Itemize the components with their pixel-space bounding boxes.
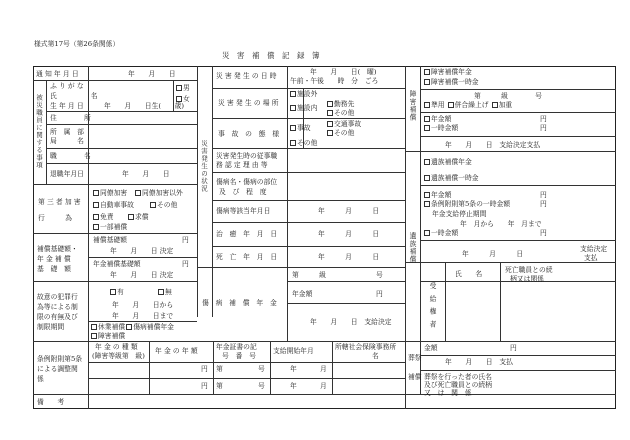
funeral-label-upper: 葬祭 [408, 354, 422, 362]
dis-lump-option[interactable]: 障害補償一時金 [424, 78, 479, 86]
recog-date-label: 傷病等該当年月日 [216, 207, 271, 215]
funeral-decide: 年 月 日 支払 [445, 358, 513, 366]
female-option[interactable]: 女 [176, 95, 190, 103]
annual-amount-yen: 円 [376, 290, 383, 298]
status-section-label: 災害発生の状況 [200, 140, 208, 193]
base-amount-yen: 円 [182, 236, 189, 244]
dis-lump-amt[interactable]: 一時金額 [424, 124, 458, 132]
surv-amt[interactable]: 年金額 [424, 191, 451, 199]
surv-lump-option[interactable]: 遺族補償一時金 [424, 174, 479, 182]
funeral-person-3: 又 は 関 係 [424, 389, 472, 397]
third-party-label: 第 三 者 加 害 [38, 198, 81, 206]
funeral-amount-label: 金額 [424, 344, 438, 352]
place-opt-other[interactable]: その他 [327, 109, 354, 117]
pension-base-yen: 円 [182, 260, 189, 268]
comp-base-label: 補償基礎額・ [37, 245, 78, 253]
surv-amt-yen: 円 [540, 191, 547, 199]
recipient-relation-label-2: 柄又は関係 [510, 275, 544, 283]
dept-label: 所 属 部 [50, 128, 84, 136]
crime-label-1: 故意の犯罪行 [37, 293, 78, 301]
art5-label-3: 係 [37, 375, 44, 383]
surv-art5-yen: 円 [540, 200, 547, 208]
birth-label: 生 年 月 日 [50, 102, 84, 110]
tp-option-3[interactable]: 自動車事故 [93, 201, 134, 209]
annual-amount-label: 年金額 [292, 290, 313, 298]
art5-label-2: による調整関 [37, 365, 78, 373]
tp-option-2[interactable]: 同僚加害以外 [135, 189, 183, 197]
dis-lump-yen: 円 [540, 124, 547, 132]
pay-decided: 年 月 日 支給決定 [310, 318, 392, 326]
row1-yen: 円 [201, 365, 208, 373]
surv-decide-2: 支給決定 [580, 245, 608, 253]
dis-opt-apply[interactable]: 準用 併合繰上げ 加重 [424, 101, 512, 109]
accident-opt-traffic[interactable]: 交通事故 [327, 120, 361, 128]
crime-no[interactable]: 無 [158, 288, 172, 296]
cert-no-label-2: 号 番 号 [222, 352, 256, 360]
dis-grade-label: 第 級 号 [474, 92, 542, 100]
crime-yes[interactable]: 有 [110, 288, 124, 296]
row2-yen: 円 [201, 382, 208, 390]
crime-label-3: 限の有無及び [37, 313, 78, 321]
injury-pension-label: 傷 病 補 償 年 金 [202, 299, 277, 307]
pension-type-label: 年 金 の 種 類 [95, 343, 138, 351]
surv-decide-3: 支払 [584, 254, 598, 262]
base-amount-decided: 年 月 日 決定 [110, 247, 174, 255]
recipient-label: 受給権者 [428, 282, 436, 334]
dept-label-2: 局 名 [50, 137, 84, 145]
remarks-label: 備 考 [37, 398, 65, 406]
crime-opt-disability[interactable]: 障害補償 [91, 332, 125, 340]
tp-option-4[interactable]: その他 [150, 201, 177, 209]
row1-dai: 第 [216, 365, 223, 373]
cure-date-value: 年 月 日 [318, 230, 380, 238]
cure-date-label: 治 癒 年 月 日 [216, 230, 278, 238]
pension-base-decided: 年 月 日 決定 [110, 271, 174, 279]
survivor-section-label: 遺族補償 [408, 232, 416, 264]
funeral-person-2: 及び死亡職員との続柄 [424, 381, 492, 389]
accident-type-label: 事 故 の 態 様 [218, 130, 280, 138]
grade-no: 号 [376, 271, 383, 279]
female-checkbox[interactable] [176, 96, 182, 102]
row2-month: 月 [320, 382, 327, 390]
disaster-datetime-label: 災 害 発 生 の 日 時 [216, 72, 277, 80]
row2-year: 年 [290, 382, 297, 390]
disability-section-label: 障害補償 [408, 90, 416, 122]
death-date-label: 死 亡 年 月 日 [216, 253, 278, 261]
recog-date-value: 年 月 日 [318, 207, 380, 215]
injured-section-label: 被災職員に関する事項 [35, 94, 43, 169]
crime-to: 年 月 日まで [112, 312, 174, 320]
funeral-person-1: 葬祭を行った者の氏名 [424, 373, 492, 381]
place-opt-inside[interactable]: 施設内 [290, 104, 317, 112]
office-label-2: 名 [372, 352, 379, 360]
base-amount-label: 補償基礎額 [93, 236, 127, 244]
address-label: 住 所 [50, 114, 91, 122]
place-opt-workplace[interactable]: 勤務先 [327, 100, 354, 108]
art5-label-1: 条例附則第5条 [37, 355, 83, 363]
birth-value: 年 月 日生( 歳) [104, 102, 185, 110]
pension-base-label: 年金補償基礎額 [93, 260, 141, 268]
page-title: 災 害 補 償 記 録 簿 [222, 51, 320, 60]
row2-go: 号 [258, 382, 265, 390]
start-date-label: 支給開始年月 [273, 347, 314, 355]
row1-month: 月 [320, 365, 327, 373]
tp-option-6[interactable]: 求償 [128, 213, 149, 221]
crime-label-2: 為等による制 [37, 303, 78, 311]
funeral-label-lower: 補償 [408, 373, 422, 381]
surv-lump-amt[interactable]: 一時金額 [424, 229, 458, 237]
funeral-amount-yen: 円 [510, 344, 517, 352]
cert-no-label: 年金証書の記 [216, 343, 257, 351]
crime-opt-leave[interactable]: 休業補償 傷病補償年金 [91, 323, 174, 331]
injury-label-1: 傷病名・傷病の部位 [216, 178, 278, 186]
surv-pension-option[interactable]: 遺族補償年金 [424, 158, 472, 166]
office-label: 所轄社会保険事務所 [335, 343, 397, 351]
injury-label-2: 及 び 程 度 [219, 188, 267, 196]
retire-date-value: 年 月 日 [122, 170, 170, 178]
surv-from-to: 年 月から 年 月まで [460, 220, 542, 228]
notice-date-value: 年 月 日 [128, 70, 176, 78]
comp-base-label-2: 年 金 補 償 [37, 255, 71, 263]
dis-pension-amt[interactable]: 年金額 [424, 115, 451, 123]
notice-date-label: 通 知 年 月 日 [36, 70, 79, 78]
tp-option-7[interactable]: 一部補償 [93, 223, 127, 231]
comp-base-label-3: 基 礎 額 [37, 265, 71, 273]
accident-opt-incident[interactable]: 事故 [290, 124, 311, 132]
disaster-datetime-value-2: 午前・午後 時 分 ごろ [290, 77, 379, 85]
name-label: 氏 名 [50, 92, 98, 100]
crime-label-4: 制限期間 [37, 323, 65, 331]
third-party-label-2: 行 為 [38, 214, 72, 222]
position-label: 職 名 [50, 152, 91, 160]
dis-pension-yen: 円 [540, 115, 547, 123]
retire-date-label: 退職年月日 [50, 170, 84, 178]
accident-opt-other-2[interactable]: その他 [290, 139, 317, 147]
pension-amount-label: 年 金 の 年 額 [155, 347, 198, 355]
male-option[interactable]: 男 [176, 84, 190, 92]
dis-pay-decide: 年 月 日 支給決定支払 [445, 141, 541, 149]
row1-year: 年 [290, 365, 297, 373]
surv-lump-yen: 円 [540, 229, 547, 237]
male-checkbox[interactable] [176, 85, 182, 91]
surv-period-label: 年金支給停止期間 [432, 210, 487, 218]
row1-go: 号 [258, 365, 265, 373]
duty-label-2: 務 認 定 理 由 等 [216, 161, 268, 169]
recipient-name-label: 氏 名 [455, 270, 483, 278]
tp-option-1[interactable]: 同僚加害 [93, 189, 127, 197]
surv-decide: 年 月 日 [462, 250, 524, 258]
accident-opt-other[interactable]: その他 [327, 129, 354, 137]
disaster-datetime-value: 年 月 日( 曜) [310, 68, 377, 76]
disaster-place-label: 災 害 発 生 の 場 所 [218, 99, 279, 107]
furigana-label: ふ り が な [50, 82, 84, 90]
surv-art5[interactable]: 条例附則第5条の一時金額 [424, 200, 510, 208]
grade-label: 第 級 [292, 271, 326, 279]
form-number: 様式第17号（第26条関係） [34, 40, 120, 48]
pension-type-grade: (障害等級第 級) [92, 352, 145, 360]
place-opt-outside[interactable]: 施設外 [290, 90, 317, 98]
duty-label-1: 災害発生時の従事職 [216, 152, 278, 160]
tp-option-5[interactable]: 免責 [93, 213, 114, 221]
recipient-relation-label: 死亡職員との続 [505, 266, 553, 274]
death-date-value: 年 月 日 [318, 253, 380, 261]
crime-from: 年 月 日から [112, 301, 174, 309]
row2-dai: 第 [216, 382, 223, 390]
dis-pension-option[interactable]: 障害補償年金 [424, 68, 472, 76]
